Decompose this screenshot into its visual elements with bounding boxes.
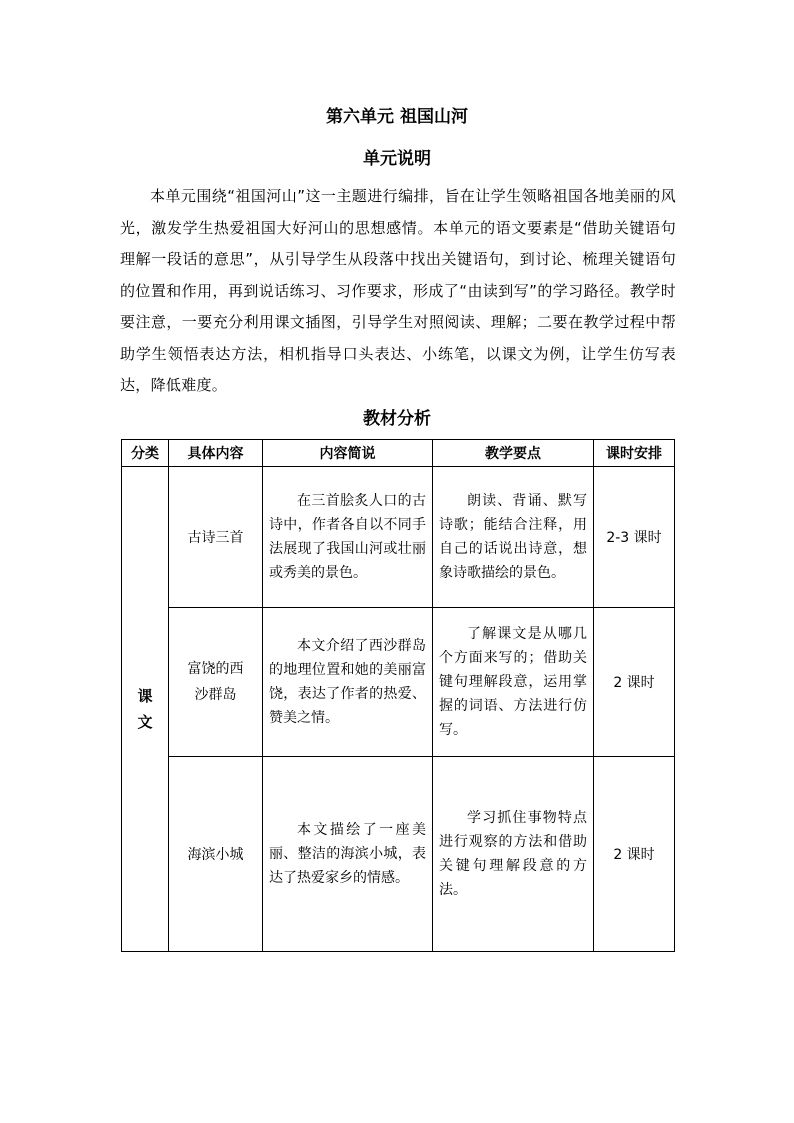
- header-points: 教学要点: [433, 440, 594, 467]
- header-summary: 内容简说: [263, 440, 433, 467]
- hours-cell: 2-3 课时: [594, 467, 675, 608]
- header-content: 具体内容: [169, 440, 263, 467]
- unit-intro-heading: 单元说明: [363, 149, 431, 169]
- summary-cell: 本文描绘了一座美丽、整洁的海滨小城，表达了热爱家乡的情感。: [263, 757, 433, 952]
- content-cell: 海滨小城: [169, 757, 263, 952]
- content-cell: [169, 608, 263, 757]
- content-text: 富饶的西沙群岛: [187, 661, 244, 703]
- content-cell: 古诗三首: [169, 467, 263, 608]
- table-row: [122, 757, 675, 952]
- table-row: [122, 467, 675, 608]
- unit-intro-paragraph: 本单元围绕“祖国河山”这一主题进行编排，旨在让学生领略祖国各地美丽的风光，激发学生热爱祖国大好河山的思想感情。本单元的语文要素是“借助关键语句理解一段话的意思”，从引导学生从段落中找出关键语句，到讨论、梳理关键语句的位置和作用，再到说话练习、习作要求，形成了“由读到写”的学习路径。教学时要注意，一要充分利用课文插图，引导学生对照阅读、理解；二要在教学过程中帮助学生领悟表达方法，相机指导口头表达、小练笔，以课文为例，让学生仿写表达，降低难度。: [120, 187, 676, 394]
- points-cell: 学习抓住事物特点进行观察的方法和借助关键句理解段意的方法。: [433, 757, 594, 952]
- analysis-heading: 教材分析: [363, 409, 431, 429]
- header-hours: 课时安排: [594, 440, 675, 467]
- points-cell: 朗读、背诵、默写诗歌；能结合注释，用自己的话说出诗意，想象诗歌描绘的景色。: [433, 467, 594, 608]
- summary-cell: 在三首脍炙人口的古诗中，作者各自以不同手法展现了我国山河或壮丽或秀美的景色。: [263, 467, 433, 608]
- category-label: 课文: [137, 687, 153, 731]
- table-header-row: [122, 440, 675, 467]
- category-cell: [122, 467, 169, 952]
- analysis-table: [121, 439, 675, 952]
- points-cell: 了解课文是从哪几个方面来写的；借助关键句理解段意，运用掌握的词语、方法进行仿写。: [433, 608, 594, 757]
- page-title: 第六单元 祖国山河: [326, 107, 468, 127]
- hours-cell: 2 课时: [594, 757, 675, 952]
- header-category: 分类: [122, 440, 169, 467]
- hours-cell: 2 课时: [594, 608, 675, 757]
- summary-cell: 本文介绍了西沙群岛的地理位置和她的美丽富饶，表达了作者的热爱、赞美之情。: [263, 608, 433, 757]
- table-row: [122, 608, 675, 757]
